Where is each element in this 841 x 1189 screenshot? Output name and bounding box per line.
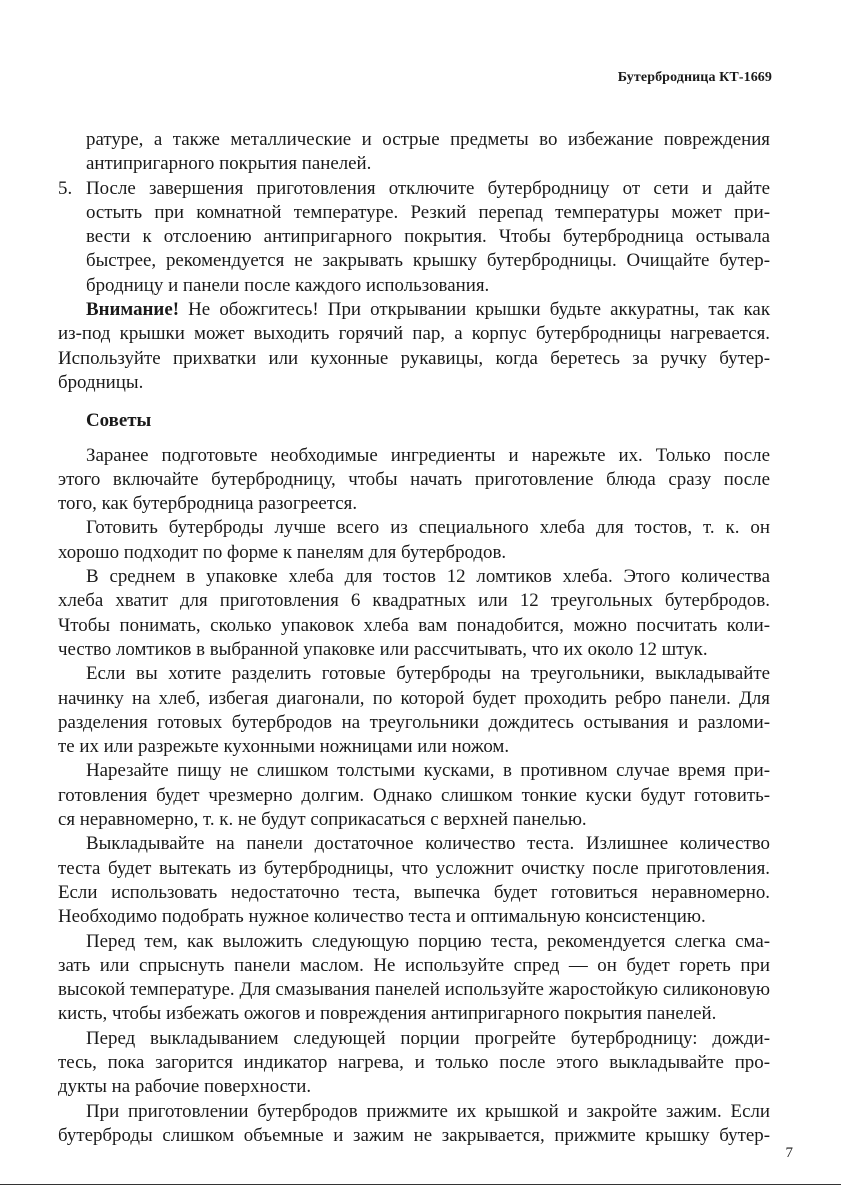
text-line: те их или разрежьте кухонными ножницами или ножом.: [58, 736, 510, 758]
text-line: бутерброды слишком объемные и зажим не закрывается, прижмите крышку бутер-: [58, 1124, 770, 1146]
page-body: [58, 128, 770, 1148]
tips-paragraph: [58, 930, 770, 1027]
tips-paragraph: [58, 565, 770, 662]
list-number: 5.: [58, 177, 73, 199]
text-line: бродницу и панели после каждого использования.: [86, 274, 490, 296]
text-line: Необходимо подобрать нужное количество теста и оптимальную консистенцию.: [58, 906, 706, 928]
tips-paragraph: [58, 662, 770, 759]
warning-paragraph: [58, 298, 770, 395]
text-line: тесь, пока загорится индикатор нагрева, и только после этого выкладывайте про-: [58, 1051, 770, 1073]
text-line: антипригарного покрытия панелей.: [86, 153, 372, 175]
bottom-rule: [0, 1184, 841, 1185]
tips-paragraph: [58, 1027, 770, 1100]
text-line: Используйте прихватки или кухонные рукавицы, когда беретесь за ручку бутер-: [58, 347, 770, 369]
text-line: высокой температуре. Для смазывания панелей используйте жаростойкую силиконовую: [58, 979, 770, 1001]
text-line: Чтобы понимать, сколько упаковок хлеба вам понадобится, можно посчитать коли-: [58, 614, 770, 636]
text-line: быстрее, рекомендуется не закрывать крышку бутербродницы. Очищайте бутер-: [86, 250, 770, 272]
text-line: этого включайте бутербродницу, чтобы начать приготовление блюда сразу после: [58, 468, 770, 490]
text-line: разделения готовых бутербродов на треугольники дождитесь остывания и разломи-: [58, 711, 770, 733]
text-line: хорошо подходит по форме к панелям для бутербродов.: [58, 541, 507, 563]
text-line: Если использовать недостаточно теста, выпечка будет готовиться неравномерно.: [58, 881, 770, 903]
tips-paragraph: [58, 444, 770, 517]
text-line: начинку на хлеб, избегая диагонали, по которой будет проходить ребро панели. Для: [58, 687, 770, 709]
text-line: того, как бутербродница разогреется.: [58, 493, 358, 515]
text-line: Внимание! Не обожгитесь! При открывании крышки будьте аккуратны, так как: [86, 299, 770, 321]
continuation-paragraph: [58, 128, 770, 177]
text-line: Заранее подготовьте необходимые ингредиенты и нарежьте их. Только после: [86, 444, 770, 466]
text-line: Если вы хотите разделить готовые бутерброды на треугольники, выкладывайте: [86, 663, 770, 685]
text-line: бродницы.: [58, 371, 144, 393]
text-line: зать или спрыснуть панели маслом. Не используйте спред — он будет гореть при: [58, 954, 770, 976]
text-line: Выкладывайте на панели достаточное количество теста. Излишнее количество: [86, 833, 770, 855]
tips-paragraph: [58, 759, 770, 832]
list-item-5: [58, 177, 770, 298]
section-title-tips: Советы: [86, 410, 152, 432]
tips-paragraph: [58, 516, 770, 565]
text-line: При приготовлении бутербродов прижмите их крышкой и закройте зажим. Если: [86, 1100, 770, 1122]
text-line: вести к отслоению антипригарного покрытия. Чтобы бутербродница остывала: [86, 226, 770, 248]
tips-paragraph: [58, 832, 770, 929]
text-line: остыть при комнатной температуре. Резкий перепад температуры может при-: [86, 201, 770, 223]
page-number: 7: [785, 1145, 793, 1161]
text-line: чество ломтиков в выбранной упаковке или рассчитывать, что их около 12 штук.: [58, 638, 708, 660]
text-line: теста будет вытекать из бутербродницы, что усложнит очистку после приготовления.: [58, 857, 770, 879]
text-line: Перед выкладыванием следующей порции прогрейте бутербродницу: дожди-: [86, 1027, 770, 1049]
text-line: дукты на рабочие поверхности.: [58, 1076, 312, 1098]
text-line: 5. После завершения приготовления отключите бутербродницу от сети и дайте: [86, 177, 770, 201]
text-line: В среднем в упаковке хлеба для тостов 12 ломтиков хлеба. Этого количества: [86, 566, 770, 588]
text-line: готовления будет чрезмерно долгим. Однако слишком тонкие куски будут готовить-: [58, 784, 770, 806]
tips-paragraph: [58, 1100, 770, 1149]
running-header: Бутербродница КТ-1669: [617, 70, 772, 85]
text-line: из-под крышки может выходить горячий пар, а корпус бутербродницы нагревается.: [58, 323, 770, 345]
text-line: ся неравномерно, т. к. не будут соприкасаться с верхней панелью.: [58, 809, 587, 831]
text-line: хлеба хватит для приготовления 6 квадратных или 12 треугольных бутербродов.: [58, 590, 770, 612]
text-line: кисть, чтобы избежать ожогов и повреждения антипригарного покрытия панелей.: [58, 1003, 717, 1025]
text-line: Готовить бутерброды лучше всего из специального хлеба для тостов, т. к. он: [86, 517, 770, 539]
text-line: ратуре, а также металлические и острые предметы во избежание повреждения: [86, 129, 770, 150]
warning-label: Внимание!: [86, 299, 179, 321]
text-line: Перед тем, как выложить следующую порцию теста, рекомендуется слегка сма-: [86, 930, 770, 952]
text-line: Нарезайте пищу не слишком толстыми кусками, в противном случае время при-: [86, 760, 770, 782]
